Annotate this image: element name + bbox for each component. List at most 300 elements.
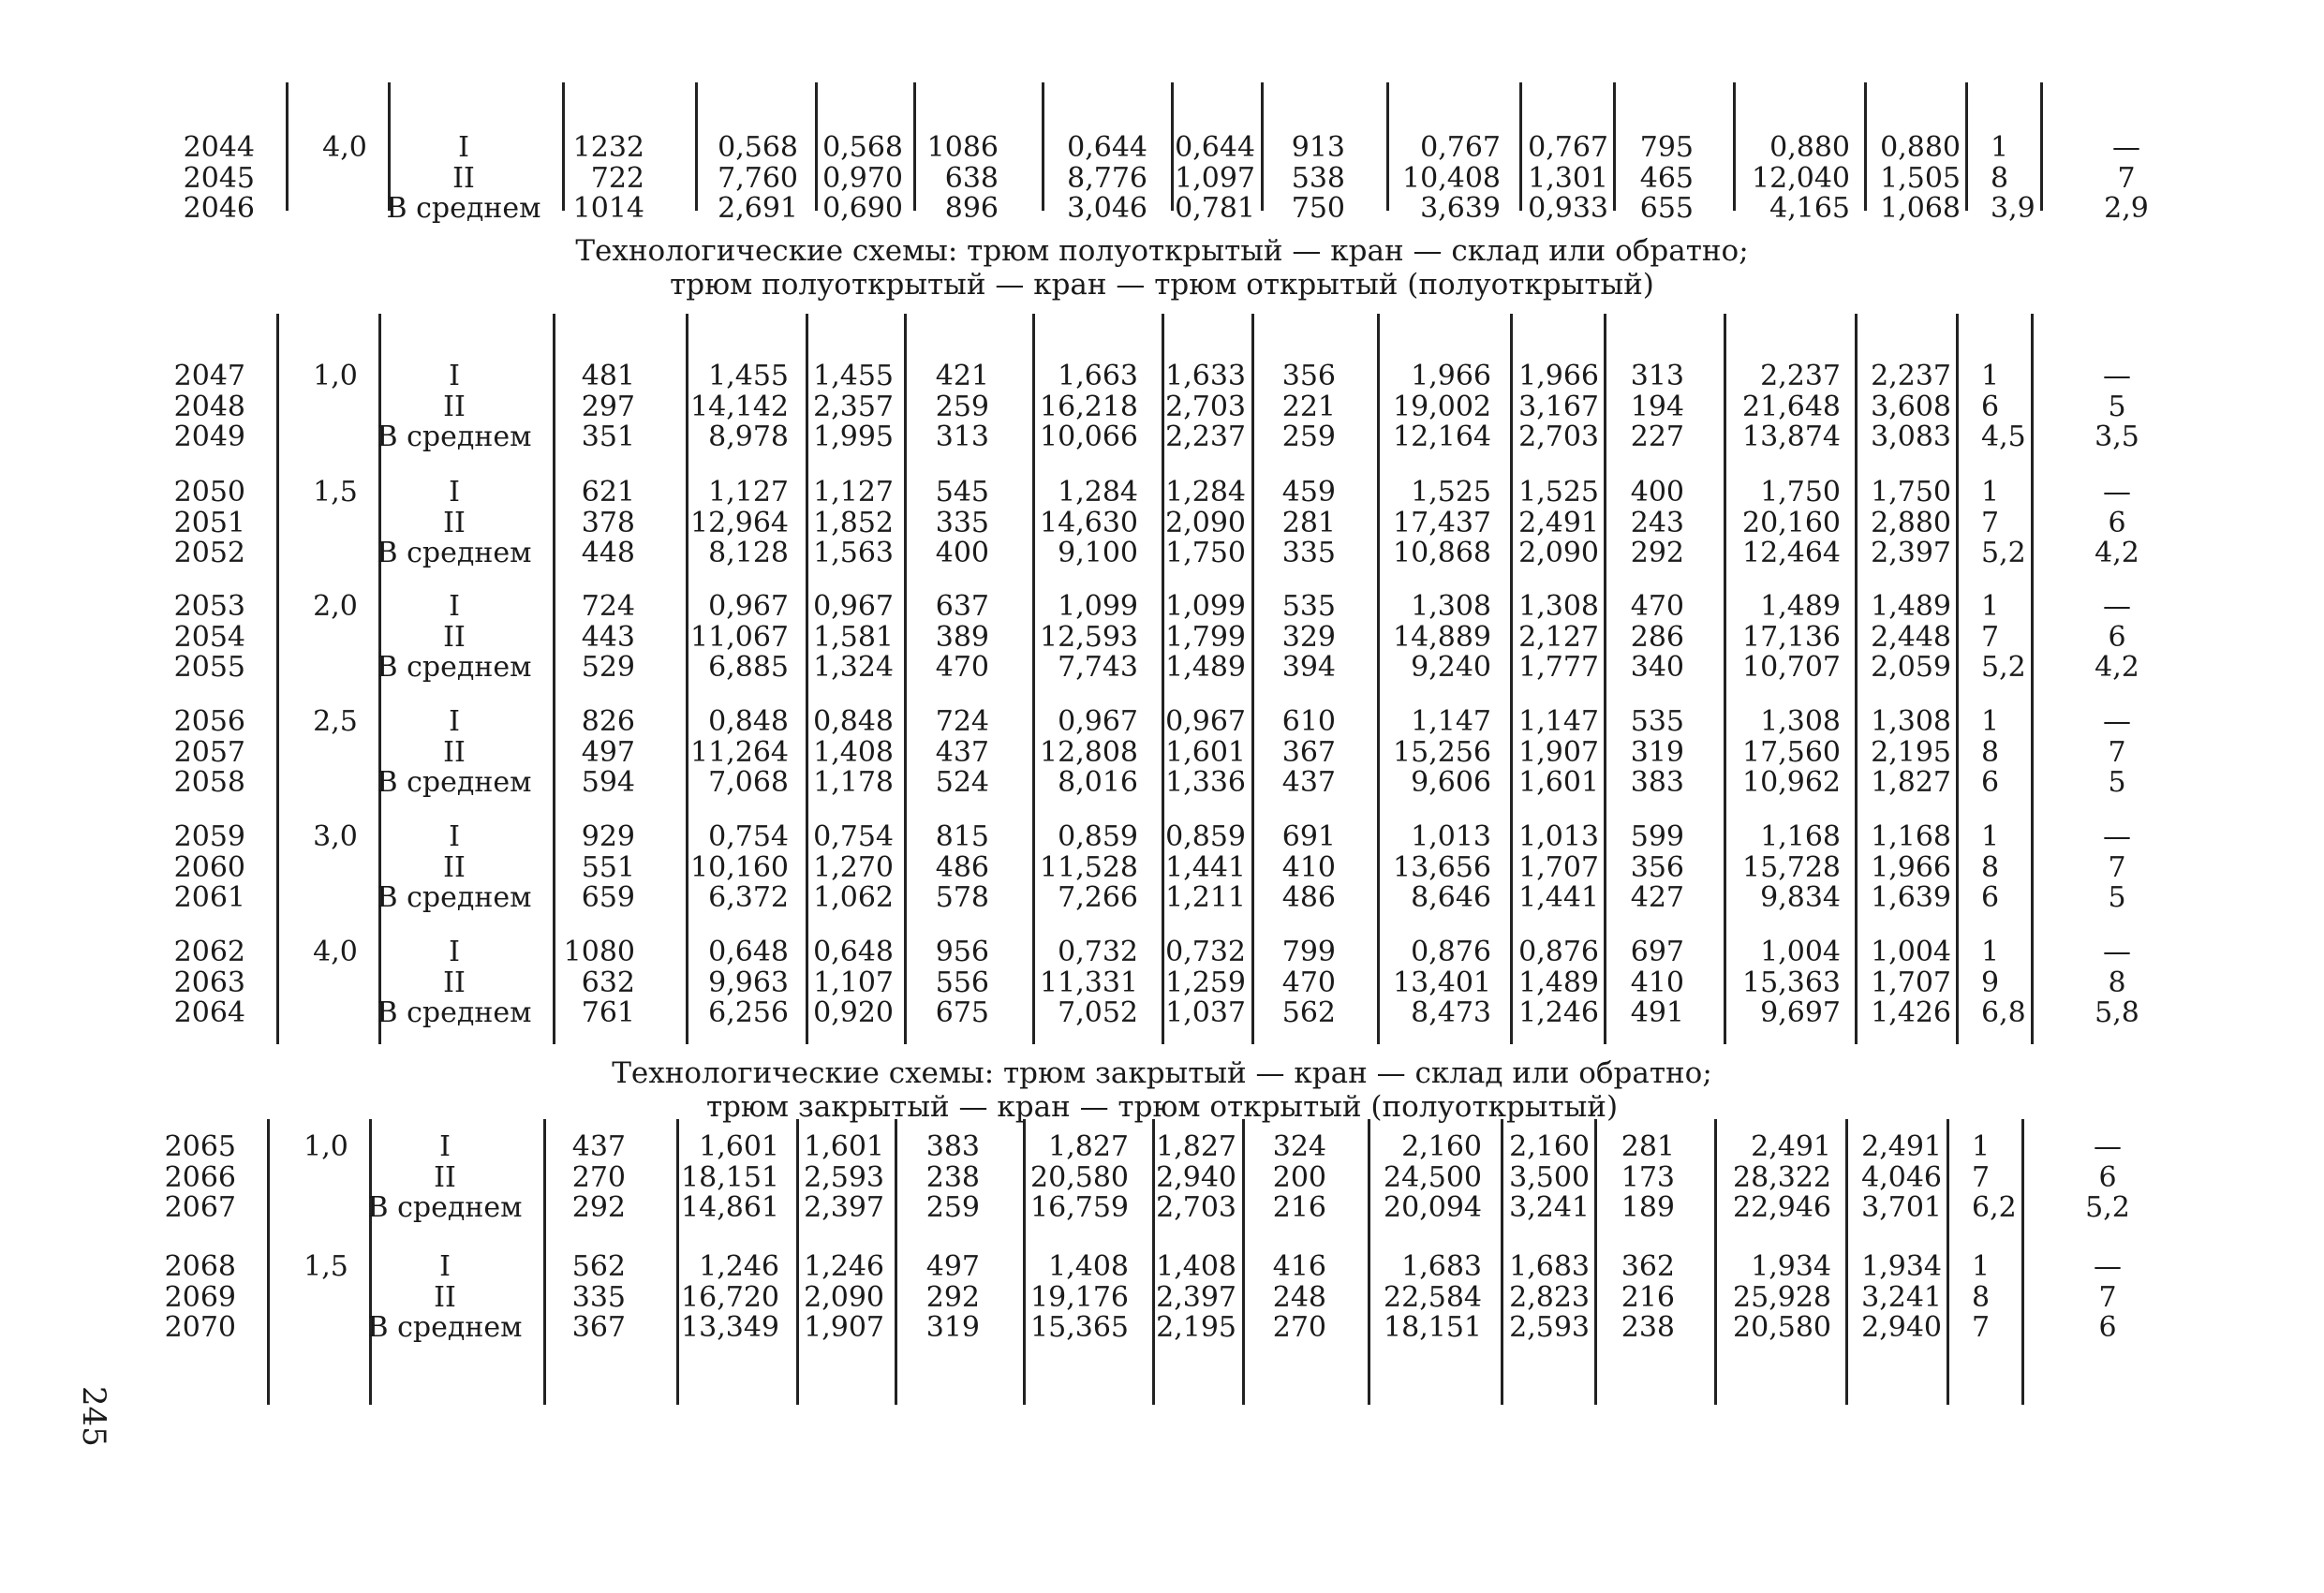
time-4b: 3,701 <box>1861 1191 1942 1224</box>
time-4b: 1,489 <box>1871 590 1951 623</box>
weight-cell: 4,0 <box>322 131 367 164</box>
time-1b: 1,107 <box>813 966 894 999</box>
time-4a: 21,648 <box>1742 390 1841 423</box>
time-1a: 6,256 <box>708 996 789 1029</box>
time-3a: 14,889 <box>1393 620 1491 654</box>
time-3a: 9,240 <box>1411 651 1491 684</box>
norm-4: 655 <box>1639 192 1694 225</box>
time-4a: 1,168 <box>1760 820 1841 853</box>
time-3a: 0,876 <box>1411 936 1491 968</box>
time-3b: 1,441 <box>1518 881 1599 914</box>
time-3b: 1,907 <box>1518 735 1599 769</box>
norm-3: 248 <box>1272 1280 1326 1314</box>
workers-2: 6 <box>2098 1311 2117 1344</box>
time-4a: 17,136 <box>1742 620 1841 654</box>
workers-1: 8 <box>1991 161 2009 195</box>
time-3a: 1,308 <box>1411 590 1491 623</box>
time-4a: 1,004 <box>1760 936 1841 968</box>
norm-3: 691 <box>1281 820 1336 853</box>
time-2a: 7,052 <box>1058 996 1138 1029</box>
workers-2: — <box>2103 936 2131 968</box>
time-1a: 0,848 <box>708 705 789 738</box>
norm-4: 410 <box>1630 966 1684 999</box>
time-2a: 1,099 <box>1058 590 1138 623</box>
time-3a: 1,525 <box>1411 476 1491 509</box>
time-4a: 28,322 <box>1733 1160 1831 1194</box>
norm-4: 362 <box>1621 1250 1675 1283</box>
row-code: 2060 <box>173 850 245 884</box>
norm-1: 351 <box>581 420 635 453</box>
weight-cell: 2,5 <box>313 705 358 738</box>
norm-2: 470 <box>935 651 989 684</box>
column-divider <box>796 1119 799 1405</box>
time-3b: 2,090 <box>1518 537 1599 569</box>
grade-cell: II <box>443 390 466 423</box>
time-4b: 1,068 <box>1880 192 1961 225</box>
time-3a: 1,147 <box>1411 705 1491 738</box>
time-1b: 1,324 <box>813 651 894 684</box>
norm-2: 556 <box>935 966 989 999</box>
time-3b: 0,933 <box>1528 192 1608 225</box>
time-1a: 10,160 <box>690 850 789 884</box>
norm-2: 724 <box>935 705 989 738</box>
workers-2: — <box>2094 1130 2122 1163</box>
weight-cell: 4,0 <box>313 936 358 968</box>
time-3b: 1,525 <box>1518 476 1599 509</box>
norm-1: 929 <box>581 820 635 853</box>
time-2a: 1,408 <box>1048 1250 1129 1283</box>
column-divider <box>1251 314 1254 1044</box>
grade-cell: I <box>458 131 469 164</box>
time-1a: 0,568 <box>718 131 798 164</box>
column-divider <box>1613 82 1616 211</box>
norm-3: 535 <box>1281 590 1336 623</box>
time-2a: 7,743 <box>1058 651 1138 684</box>
time-3a: 13,656 <box>1393 850 1491 884</box>
grade-cell: I <box>449 936 460 968</box>
time-3b: 1,777 <box>1518 651 1599 684</box>
norm-4: 491 <box>1630 996 1684 1029</box>
workers-2: — <box>2103 360 2131 392</box>
page-number: 245 <box>75 1386 112 1447</box>
norm-2: 259 <box>925 1191 980 1224</box>
column-divider <box>276 314 279 1044</box>
time-2b: 1,284 <box>1165 476 1246 509</box>
time-1a: 11,067 <box>690 620 789 654</box>
norm-1: 632 <box>581 966 635 999</box>
workers-2: 6 <box>2108 506 2126 539</box>
norm-4: 599 <box>1630 820 1684 853</box>
time-2a: 12,593 <box>1040 620 1138 654</box>
time-4a: 15,363 <box>1742 966 1841 999</box>
column-divider <box>1845 1119 1848 1405</box>
row-code: 2051 <box>173 506 245 539</box>
time-2b: 1,489 <box>1165 651 1246 684</box>
time-1b: 0,754 <box>813 820 894 853</box>
column-divider <box>1162 314 1164 1044</box>
grade-cell: II <box>443 620 466 654</box>
norm-4: 465 <box>1639 161 1694 195</box>
column-divider <box>1855 314 1858 1044</box>
norm-1: 562 <box>571 1250 626 1283</box>
row-code: 2045 <box>183 161 255 195</box>
norm-2: 389 <box>935 620 989 654</box>
column-divider <box>1023 1119 1026 1405</box>
time-4a: 20,580 <box>1733 1311 1831 1344</box>
norm-2: 383 <box>925 1130 980 1163</box>
workers-2: 6 <box>2098 1160 2117 1194</box>
time-4a: 25,928 <box>1733 1280 1831 1314</box>
time-3b: 2,160 <box>1509 1130 1590 1163</box>
norm-4: 383 <box>1630 766 1684 799</box>
column-divider <box>1368 1119 1370 1405</box>
time-4b: 1,827 <box>1871 766 1951 799</box>
workers-2: — <box>2103 590 2131 623</box>
time-3b: 1,308 <box>1518 590 1599 623</box>
section-heading-line: трюм закрытый — кран — трюм открытый (полуоткрытый) <box>705 1090 1619 1124</box>
time-3b: 2,703 <box>1518 420 1599 453</box>
grade-cell: В среднем <box>377 996 532 1029</box>
time-2b: 0,781 <box>1175 192 1255 225</box>
norm-1: 826 <box>581 705 635 738</box>
norm-3: 281 <box>1281 506 1336 539</box>
time-4a: 17,560 <box>1742 735 1841 769</box>
weight-cell: 1,5 <box>313 476 358 509</box>
time-3a: 1,966 <box>1411 360 1491 392</box>
time-1b: 0,970 <box>822 161 903 195</box>
norm-1: 1232 <box>572 131 644 164</box>
time-2b: 1,408 <box>1156 1250 1236 1283</box>
workers-2: — <box>2103 820 2131 853</box>
norm-1: 551 <box>581 850 635 884</box>
norm-3: 750 <box>1291 192 1345 225</box>
time-3a: 24,500 <box>1384 1160 1482 1194</box>
workers-2: 7 <box>2108 735 2126 769</box>
norm-4: 470 <box>1630 590 1684 623</box>
time-1a: 1,127 <box>708 476 789 509</box>
time-1a: 0,754 <box>708 820 789 853</box>
grade-cell: II <box>434 1160 456 1194</box>
time-2a: 1,827 <box>1048 1130 1129 1163</box>
column-divider <box>1386 82 1389 211</box>
norm-1: 378 <box>581 506 635 539</box>
norm-2: 437 <box>935 735 989 769</box>
time-4b: 2,237 <box>1871 360 1951 392</box>
time-1b: 1,246 <box>804 1250 884 1283</box>
row-code: 2064 <box>173 996 245 1029</box>
column-divider <box>1733 82 1736 211</box>
column-divider <box>1377 314 1380 1044</box>
time-3b: 1,683 <box>1509 1250 1590 1283</box>
column-divider <box>904 314 907 1044</box>
norm-1: 659 <box>581 881 635 914</box>
norm-4: 173 <box>1621 1160 1675 1194</box>
time-3a: 19,002 <box>1393 390 1491 423</box>
norm-4: 356 <box>1630 850 1684 884</box>
time-4a: 2,237 <box>1760 360 1841 392</box>
grade-cell: II <box>443 966 466 999</box>
weight-cell: 3,0 <box>313 820 358 853</box>
time-1b: 2,090 <box>804 1280 884 1314</box>
time-4b: 2,880 <box>1871 506 1951 539</box>
norm-4: 243 <box>1630 506 1684 539</box>
section-heading-line: Технологические схемы: трюм полуоткрытый — кран — склад или обратно; <box>575 234 1749 268</box>
row-code: 2061 <box>173 881 245 914</box>
time-1b: 1,581 <box>813 620 894 654</box>
workers-2: 4,2 <box>2095 651 2139 684</box>
row-code: 2055 <box>173 651 245 684</box>
workers-1: 5,2 <box>1981 651 2026 684</box>
norm-1: 529 <box>581 651 635 684</box>
norm-2: 578 <box>935 881 989 914</box>
time-3a: 15,256 <box>1393 735 1491 769</box>
norm-2: 815 <box>935 820 989 853</box>
row-code: 2063 <box>173 966 245 999</box>
column-divider <box>1032 314 1035 1044</box>
row-code: 2058 <box>173 766 245 799</box>
workers-1: 1 <box>1981 705 2000 738</box>
time-2b: 1,097 <box>1175 161 1255 195</box>
norm-3: 486 <box>1281 881 1336 914</box>
time-3b: 0,767 <box>1528 131 1608 164</box>
workers-1: 1 <box>1981 820 2000 853</box>
time-2a: 1,284 <box>1058 476 1138 509</box>
time-2a: 20,580 <box>1030 1160 1129 1194</box>
norm-3: 270 <box>1272 1311 1326 1344</box>
time-3a: 8,646 <box>1411 881 1491 914</box>
time-1b: 1,178 <box>813 766 894 799</box>
time-2b: 1,099 <box>1165 590 1246 623</box>
time-1a: 0,967 <box>708 590 789 623</box>
time-4b: 3,083 <box>1871 420 1951 453</box>
norm-3: 562 <box>1281 996 1336 1029</box>
workers-2: 7 <box>2098 1280 2117 1314</box>
time-3a: 18,151 <box>1384 1311 1482 1344</box>
column-divider <box>1501 1119 1503 1405</box>
time-2a: 7,266 <box>1058 881 1138 914</box>
time-2b: 1,827 <box>1156 1130 1236 1163</box>
time-2a: 16,759 <box>1030 1191 1129 1224</box>
time-3b: 1,147 <box>1518 705 1599 738</box>
time-1b: 2,593 <box>804 1160 884 1194</box>
workers-1: 6,2 <box>1972 1191 2017 1224</box>
time-4b: 2,059 <box>1871 651 1951 684</box>
norm-1: 1014 <box>572 192 644 225</box>
time-1b: 1,907 <box>804 1311 884 1344</box>
time-3b: 1,489 <box>1518 966 1599 999</box>
norm-1: 297 <box>581 390 635 423</box>
time-4b: 1,750 <box>1871 476 1951 509</box>
row-code: 2054 <box>173 620 245 654</box>
time-3b: 3,167 <box>1518 390 1599 423</box>
norm-1: 481 <box>581 360 635 392</box>
time-2b: 2,703 <box>1165 390 1246 423</box>
time-1b: 0,690 <box>822 192 903 225</box>
time-2a: 0,732 <box>1058 936 1138 968</box>
time-1b: 1,563 <box>813 537 894 569</box>
time-1a: 12,964 <box>690 506 789 539</box>
workers-2: 7 <box>2117 161 2136 195</box>
norm-2: 313 <box>935 420 989 453</box>
grade-cell: II <box>443 506 466 539</box>
time-1a: 7,068 <box>708 766 789 799</box>
grade-cell: II <box>443 850 466 884</box>
grade-cell: В среднем <box>377 766 532 799</box>
time-1a: 1,455 <box>708 360 789 392</box>
norm-3: 324 <box>1272 1130 1326 1163</box>
norm-2: 637 <box>935 590 989 623</box>
norm-3: 437 <box>1281 766 1336 799</box>
time-3a: 1,013 <box>1411 820 1491 853</box>
time-1a: 7,760 <box>718 161 798 195</box>
workers-1: 6 <box>1981 390 2000 423</box>
time-1b: 0,568 <box>822 131 903 164</box>
row-code: 2065 <box>164 1130 236 1163</box>
norm-4: 216 <box>1621 1280 1675 1314</box>
norm-4: 189 <box>1621 1191 1675 1224</box>
time-2b: 2,195 <box>1156 1311 1236 1344</box>
row-code: 2068 <box>164 1250 236 1283</box>
norm-3: 394 <box>1281 651 1336 684</box>
column-divider <box>913 82 916 211</box>
time-1b: 0,967 <box>813 590 894 623</box>
norm-1: 761 <box>581 996 635 1029</box>
time-3b: 3,500 <box>1509 1160 1590 1194</box>
time-3b: 1,601 <box>1518 766 1599 799</box>
time-4b: 2,491 <box>1861 1130 1942 1163</box>
time-4b: 3,608 <box>1871 390 1951 423</box>
norm-4: 795 <box>1639 131 1694 164</box>
workers-1: 1 <box>1991 131 2009 164</box>
column-divider <box>1594 1119 1597 1405</box>
column-divider <box>1864 82 1867 211</box>
workers-1: 7 <box>1981 506 2000 539</box>
grade-cell: I <box>449 476 460 509</box>
time-2b: 1,441 <box>1165 850 1246 884</box>
workers-1: 7 <box>1972 1160 1991 1194</box>
row-code: 2049 <box>173 420 245 453</box>
time-4a: 1,489 <box>1760 590 1841 623</box>
time-1a: 14,861 <box>681 1191 779 1224</box>
time-2a: 16,218 <box>1040 390 1138 423</box>
time-3a: 20,094 <box>1384 1191 1482 1224</box>
column-divider <box>1714 1119 1717 1405</box>
time-3b: 1,707 <box>1518 850 1599 884</box>
grade-cell: В среднем <box>377 881 532 914</box>
norm-2: 238 <box>925 1160 980 1194</box>
workers-2: 8 <box>2108 966 2126 999</box>
time-4a: 12,040 <box>1752 161 1850 195</box>
workers-1: 6 <box>1981 766 2000 799</box>
time-2b: 2,090 <box>1165 506 1246 539</box>
time-2a: 11,331 <box>1040 966 1138 999</box>
row-code: 2056 <box>173 705 245 738</box>
row-code: 2048 <box>173 390 245 423</box>
time-2b: 0,859 <box>1165 820 1246 853</box>
time-1a: 18,151 <box>681 1160 779 1194</box>
workers-1: 1 <box>1981 936 2000 968</box>
time-1b: 1,455 <box>813 360 894 392</box>
norm-3: 538 <box>1291 161 1345 195</box>
workers-1: 8 <box>1981 735 2000 769</box>
time-4b: 1,168 <box>1871 820 1951 853</box>
grade-cell: В среднем <box>377 420 532 453</box>
norm-2: 319 <box>925 1311 980 1344</box>
time-3b: 2,593 <box>1509 1311 1590 1344</box>
workers-2: 6 <box>2108 620 2126 654</box>
time-3a: 13,401 <box>1393 966 1491 999</box>
column-divider <box>1604 314 1606 1044</box>
workers-2: 5,2 <box>2085 1191 2130 1224</box>
row-code: 2059 <box>173 820 245 853</box>
norm-1: 594 <box>581 766 635 799</box>
row-code: 2047 <box>173 360 245 392</box>
time-4b: 2,397 <box>1871 537 1951 569</box>
time-3b: 2,823 <box>1509 1280 1590 1314</box>
norm-2: 638 <box>944 161 999 195</box>
norm-2: 400 <box>935 537 989 569</box>
time-2a: 19,176 <box>1030 1280 1129 1314</box>
column-divider <box>1519 82 1522 211</box>
column-divider <box>1171 82 1174 211</box>
workers-2: 5 <box>2108 766 2126 799</box>
row-code: 2050 <box>173 476 245 509</box>
workers-1: 8 <box>1981 850 2000 884</box>
time-4a: 15,728 <box>1742 850 1841 884</box>
time-4b: 2,448 <box>1871 620 1951 654</box>
workers-1: 6,8 <box>1981 996 2026 1029</box>
workers-2: 5 <box>2108 390 2126 423</box>
time-3b: 2,491 <box>1518 506 1599 539</box>
time-1a: 11,264 <box>690 735 789 769</box>
grade-cell: В среднем <box>367 1311 523 1344</box>
column-divider <box>1152 1119 1155 1405</box>
column-divider <box>1956 314 1959 1044</box>
column-divider <box>1042 82 1044 211</box>
time-4a: 9,834 <box>1760 881 1841 914</box>
norm-2: 956 <box>935 936 989 968</box>
grade-cell: I <box>439 1250 451 1283</box>
time-2b: 1,336 <box>1165 766 1246 799</box>
time-1b: 0,848 <box>813 705 894 738</box>
time-3a: 10,408 <box>1402 161 1501 195</box>
workers-1: 1 <box>1972 1130 1991 1163</box>
time-3a: 17,437 <box>1393 506 1491 539</box>
workers-2: — <box>2103 476 2131 509</box>
norm-4: 194 <box>1630 390 1684 423</box>
norm-4: 238 <box>1621 1311 1675 1344</box>
norm-3: 459 <box>1281 476 1336 509</box>
norm-3: 335 <box>1281 537 1336 569</box>
time-1b: 2,357 <box>813 390 894 423</box>
grade-cell: В среднем <box>367 1191 523 1224</box>
time-3b: 1,301 <box>1528 161 1608 195</box>
norm-1: 335 <box>571 1280 626 1314</box>
row-code: 2066 <box>164 1160 236 1194</box>
time-1b: 1,852 <box>813 506 894 539</box>
time-1a: 0,648 <box>708 936 789 968</box>
time-3b: 2,127 <box>1518 620 1599 654</box>
workers-1: 8 <box>1972 1280 1991 1314</box>
grade-cell: I <box>439 1130 451 1163</box>
time-2b: 0,967 <box>1165 705 1246 738</box>
grade-cell: II <box>452 161 475 195</box>
time-1b: 0,648 <box>813 936 894 968</box>
row-code: 2052 <box>173 537 245 569</box>
norm-3: 416 <box>1272 1250 1326 1283</box>
time-1b: 1,408 <box>813 735 894 769</box>
time-4b: 3,241 <box>1861 1280 1942 1314</box>
